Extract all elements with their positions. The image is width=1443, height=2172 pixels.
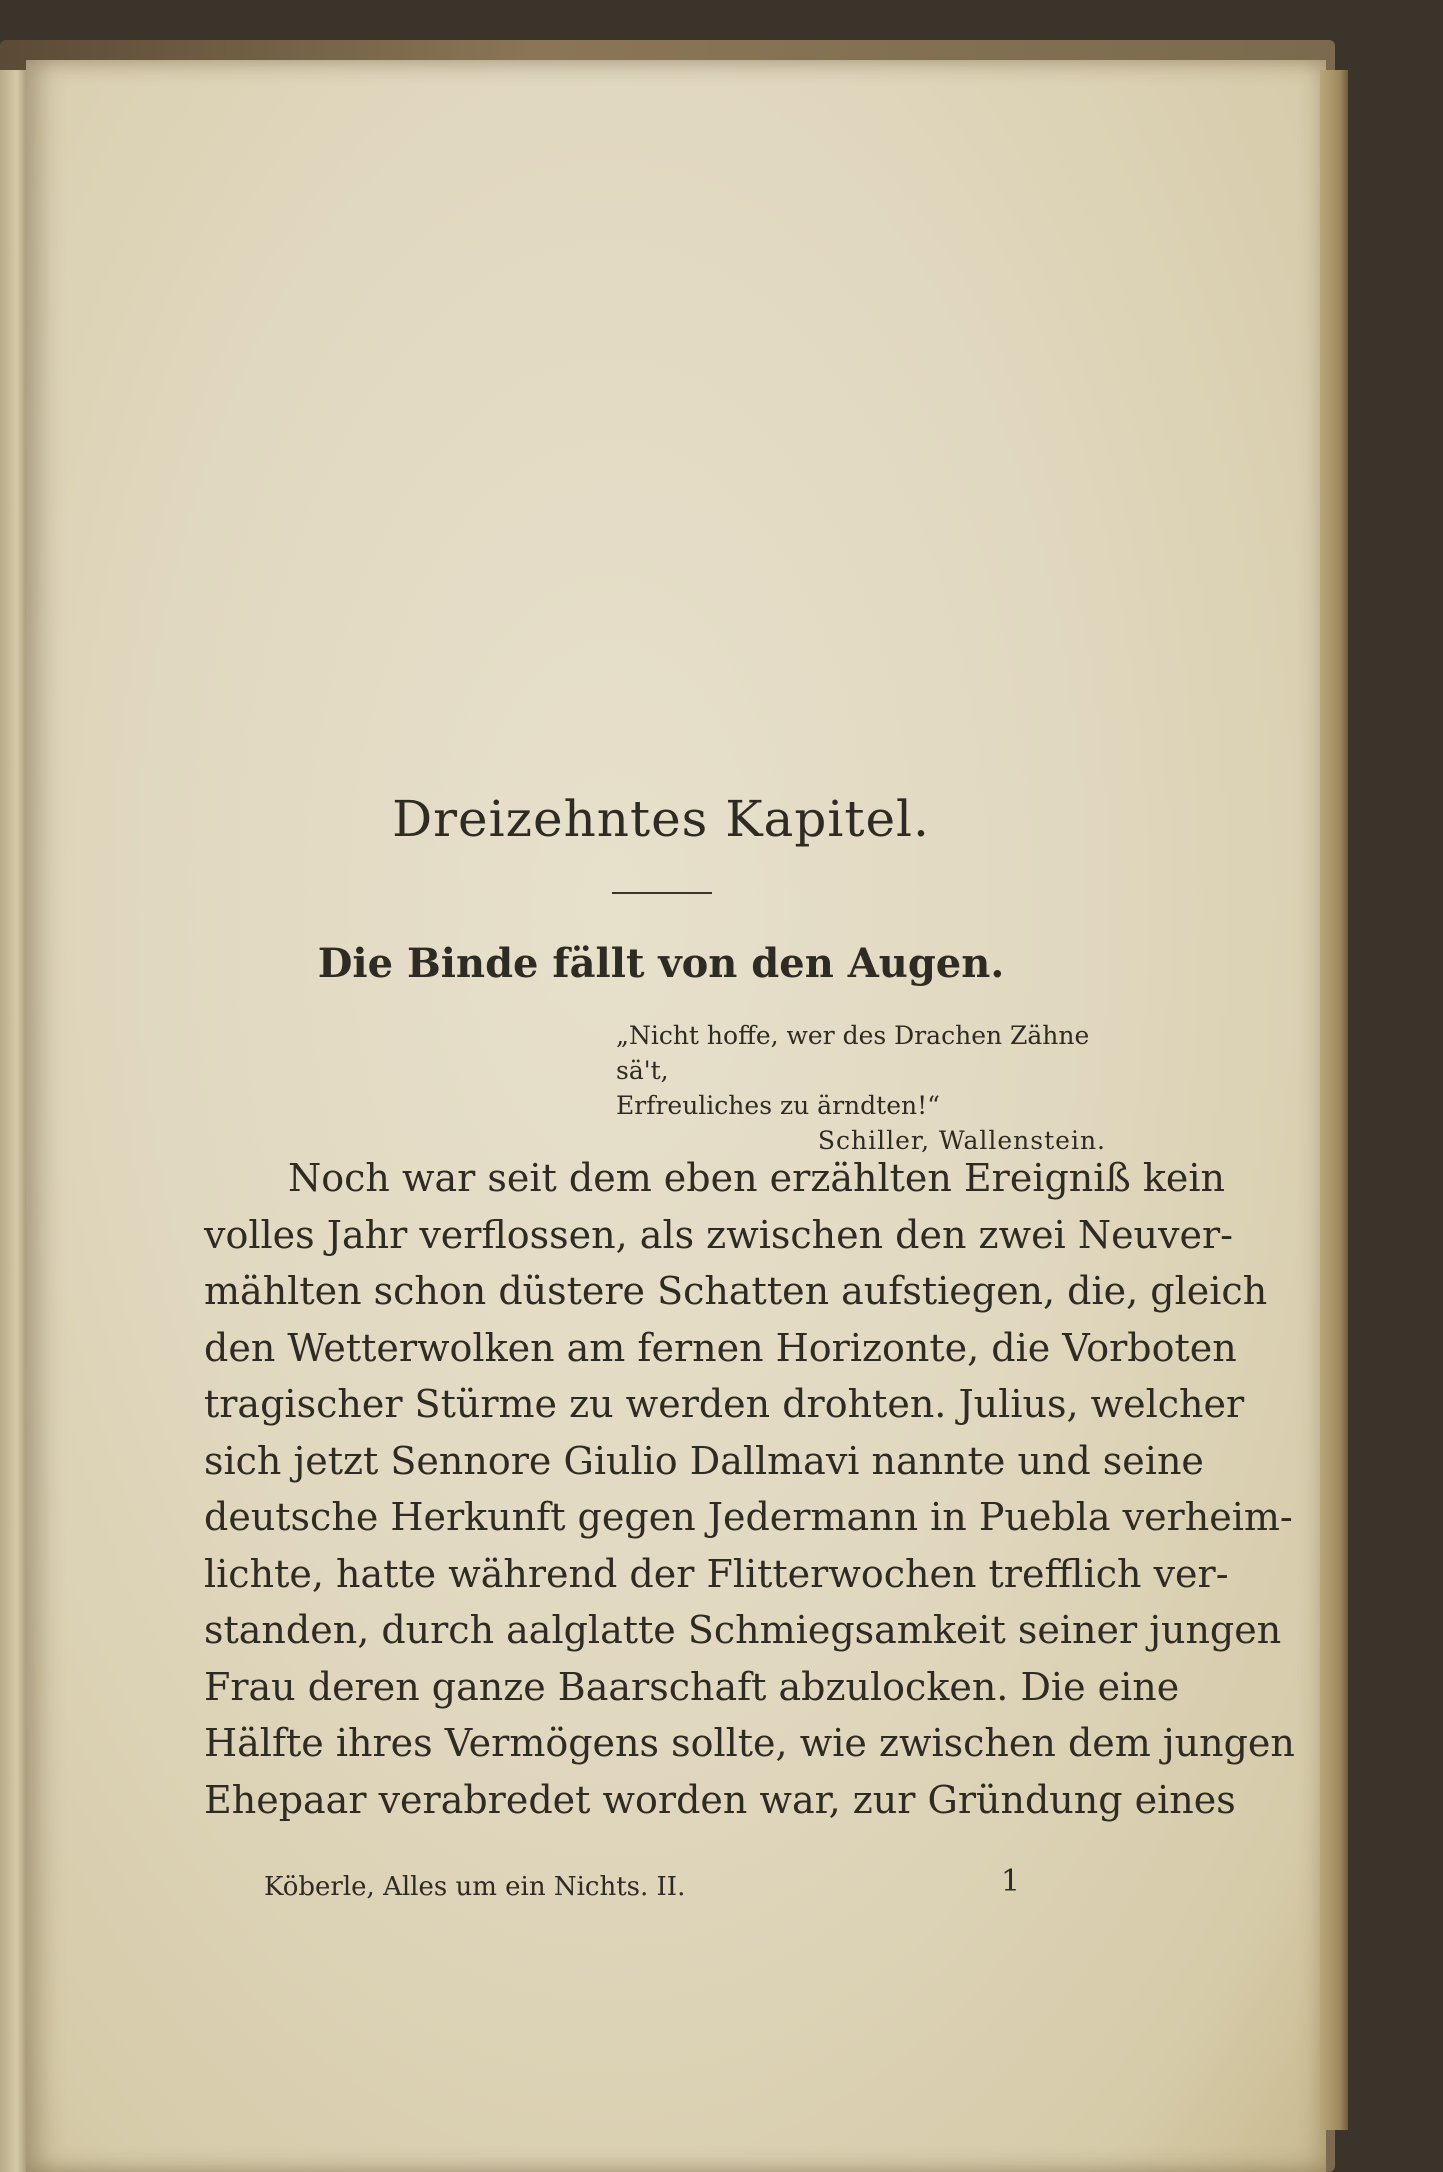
- epigraph-attribution: Schiller, Wallenstein.: [817, 1126, 1106, 1155]
- body-line: standen, durch aalglatte Schmiegsamkeit seiner jungen: [204, 1608, 1282, 1652]
- body-line: mählten schon düstere Schatten aufstiegen, die, gleich: [204, 1269, 1268, 1313]
- body-line: deutsche Herkunft gegen Jedermann in Puebla verheim-: [204, 1495, 1293, 1539]
- body-line: Hälfte ihres Vermögens sollte, wie zwischen dem jungen: [204, 1721, 1295, 1765]
- epigraph-line: „Nicht hoffe, wer des Drachen Zähne sä't,: [616, 1021, 1090, 1085]
- page-number: 1: [1001, 1864, 1021, 1899]
- body-line: Frau deren ganze Baarschaft abzulocken. Die eine: [204, 1664, 1180, 1709]
- body-line: volles Jahr verflossen, als zwischen den zwei Neuver-: [204, 1212, 1233, 1257]
- body-line: tragischer Stürme zu werden drohten. Julius, welcher: [204, 1382, 1245, 1426]
- body-line: den Wetterwolken am fernen Horizonte, die Vorboten: [204, 1325, 1237, 1370]
- right-page-edge: [1320, 70, 1348, 2130]
- body-line: Noch war seit dem eben erzählten Ereigniß kein: [288, 1156, 1226, 1200]
- title-divider: [612, 892, 712, 894]
- body-line: Ehepaar verabredet worden war, zur Gründung eines: [204, 1777, 1236, 1822]
- footer-signature: Köberle, Alles um ein Nichts. II.: [264, 1872, 686, 1902]
- epigraph: [616, 1018, 1116, 1158]
- book-page: [26, 60, 1326, 2172]
- body-line: lichte, hatte während der Flitterwochen trefflich ver-: [204, 1551, 1229, 1596]
- chapter-subtitle: Die Binde fällt von den Augen.: [317, 940, 1005, 987]
- body-text: [204, 1150, 1295, 1828]
- epigraph-line: Erfreuliches zu ärndten!“: [616, 1091, 940, 1120]
- body-line: sich jetzt Sennore Giulio Dallmavi nannte und seine: [204, 1438, 1204, 1483]
- chapter-title: Dreizehntes Kapitel.: [392, 790, 930, 848]
- left-page-edge: [0, 70, 28, 2172]
